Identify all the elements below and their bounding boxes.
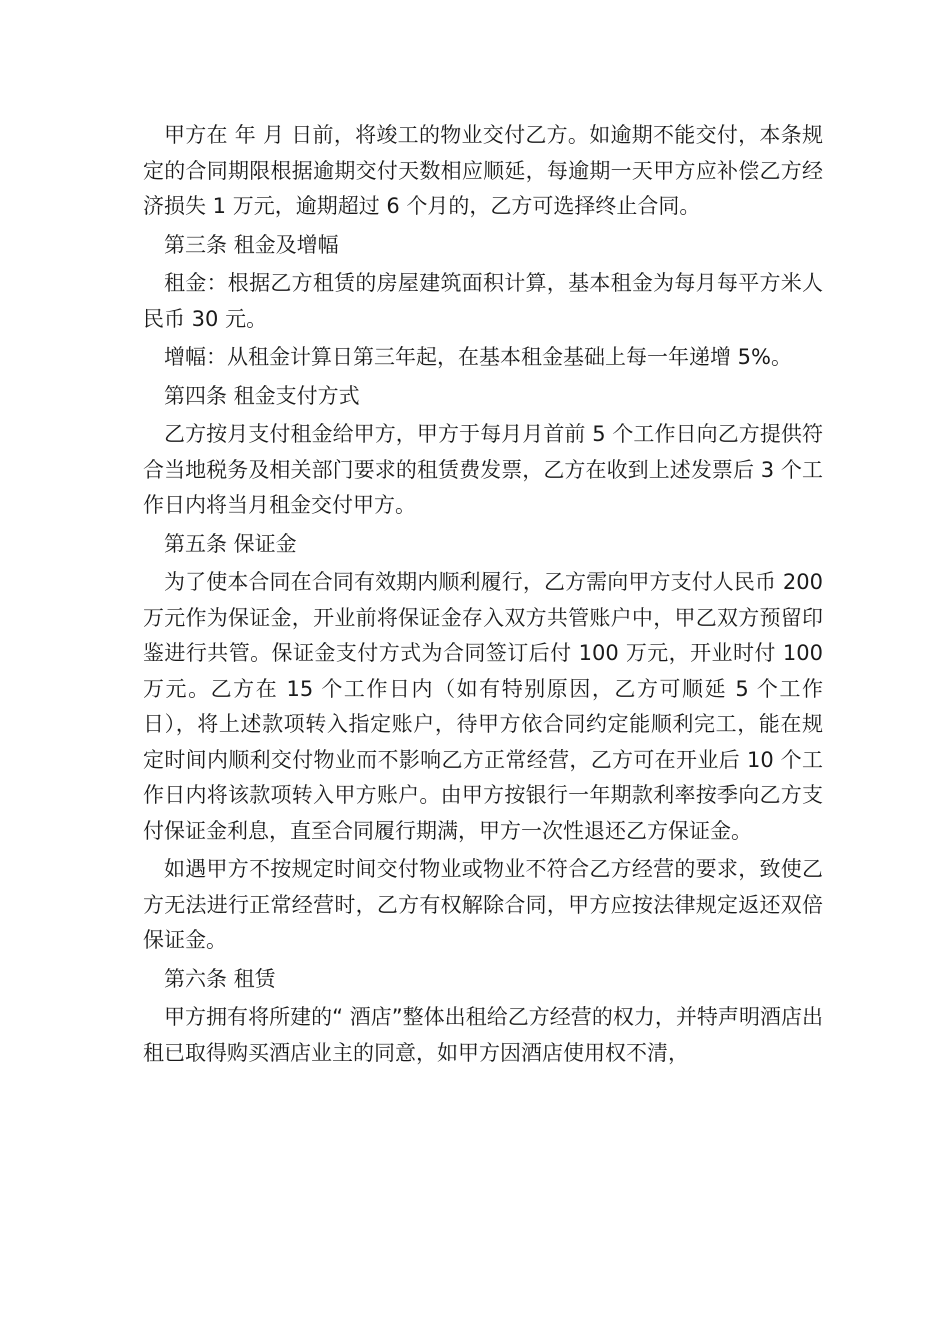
paragraph-rent: 租金：根据乙方租赁的房屋建筑面积计算，基本租金为每月每平方米人民币 30 元。 xyxy=(143,271,823,331)
document-body xyxy=(143,118,823,1074)
paragraph-delivery: 甲方在 年 月 日前，将竣工的物业交付乙方。如逾期不能交付，本条规定的合同期限根据逾期交付天数相应顺延，每逾期一天甲方应补偿乙方经济损失 1 万元，逾期超过 6 个月的，乙方可选择终止合同。 xyxy=(143,123,823,218)
heading-article-6: 第六条 租赁 xyxy=(164,966,276,991)
heading-article-5: 第五条 保证金 xyxy=(164,531,297,556)
paragraph-deposit-refund: 如遇甲方不按规定时间交付物业或物业不符合乙方经营的要求，致使乙方无法进行正常经营时，乙方有权解除合同，甲方应按法律规定返还双倍保证金。 xyxy=(143,857,823,952)
paragraph-payment: 乙方按月支付租金给甲方，甲方于每月月首前 5 个工作日向乙方提供符合当地税务及相关部门要求的租赁费发票，乙方在收到上述发票后 3 个工作日内将当月租金交付甲方。 xyxy=(143,422,823,517)
heading-article-3: 第三条 租金及增幅 xyxy=(164,232,339,257)
paragraph-deposit: 为了使本合同在合同有效期内顺利履行，乙方需向甲方支付人民币 200 万元作为保证金，开业前将保证金存入双方共管账户中，甲乙双方预留印鉴进行共管。保证金支付方式为合同签订后付 100 万元，开业时付 100 万元。乙方在 15 个工作日内（如有特别原因，乙方可顺延 5 个工作日），将上述款项转入指定账户，待甲方依合同约定能顺利完工，能在规定时间内顺利交付物业而不影响乙方正常经营，乙方可在开业后 10 个工作日内将该款项转入甲方账户。由甲方按银行一年期款利率按季向乙方支付保证金利息，直至合同履行期满，甲方一次性退还乙方保证金。 xyxy=(143,570,823,843)
paragraph-lease: 甲方拥有将所建的“ 酒店”整体出租给乙方经营的权力，并特声明酒店出租已取得购买酒店业主的同意，如甲方因酒店使用权不清， xyxy=(143,1005,823,1065)
heading-article-4: 第四条 租金支付方式 xyxy=(164,383,360,408)
paragraph-increase: 增幅：从租金计算日第三年起，在基本租金基础上每一年递增 5%。 xyxy=(164,345,792,369)
